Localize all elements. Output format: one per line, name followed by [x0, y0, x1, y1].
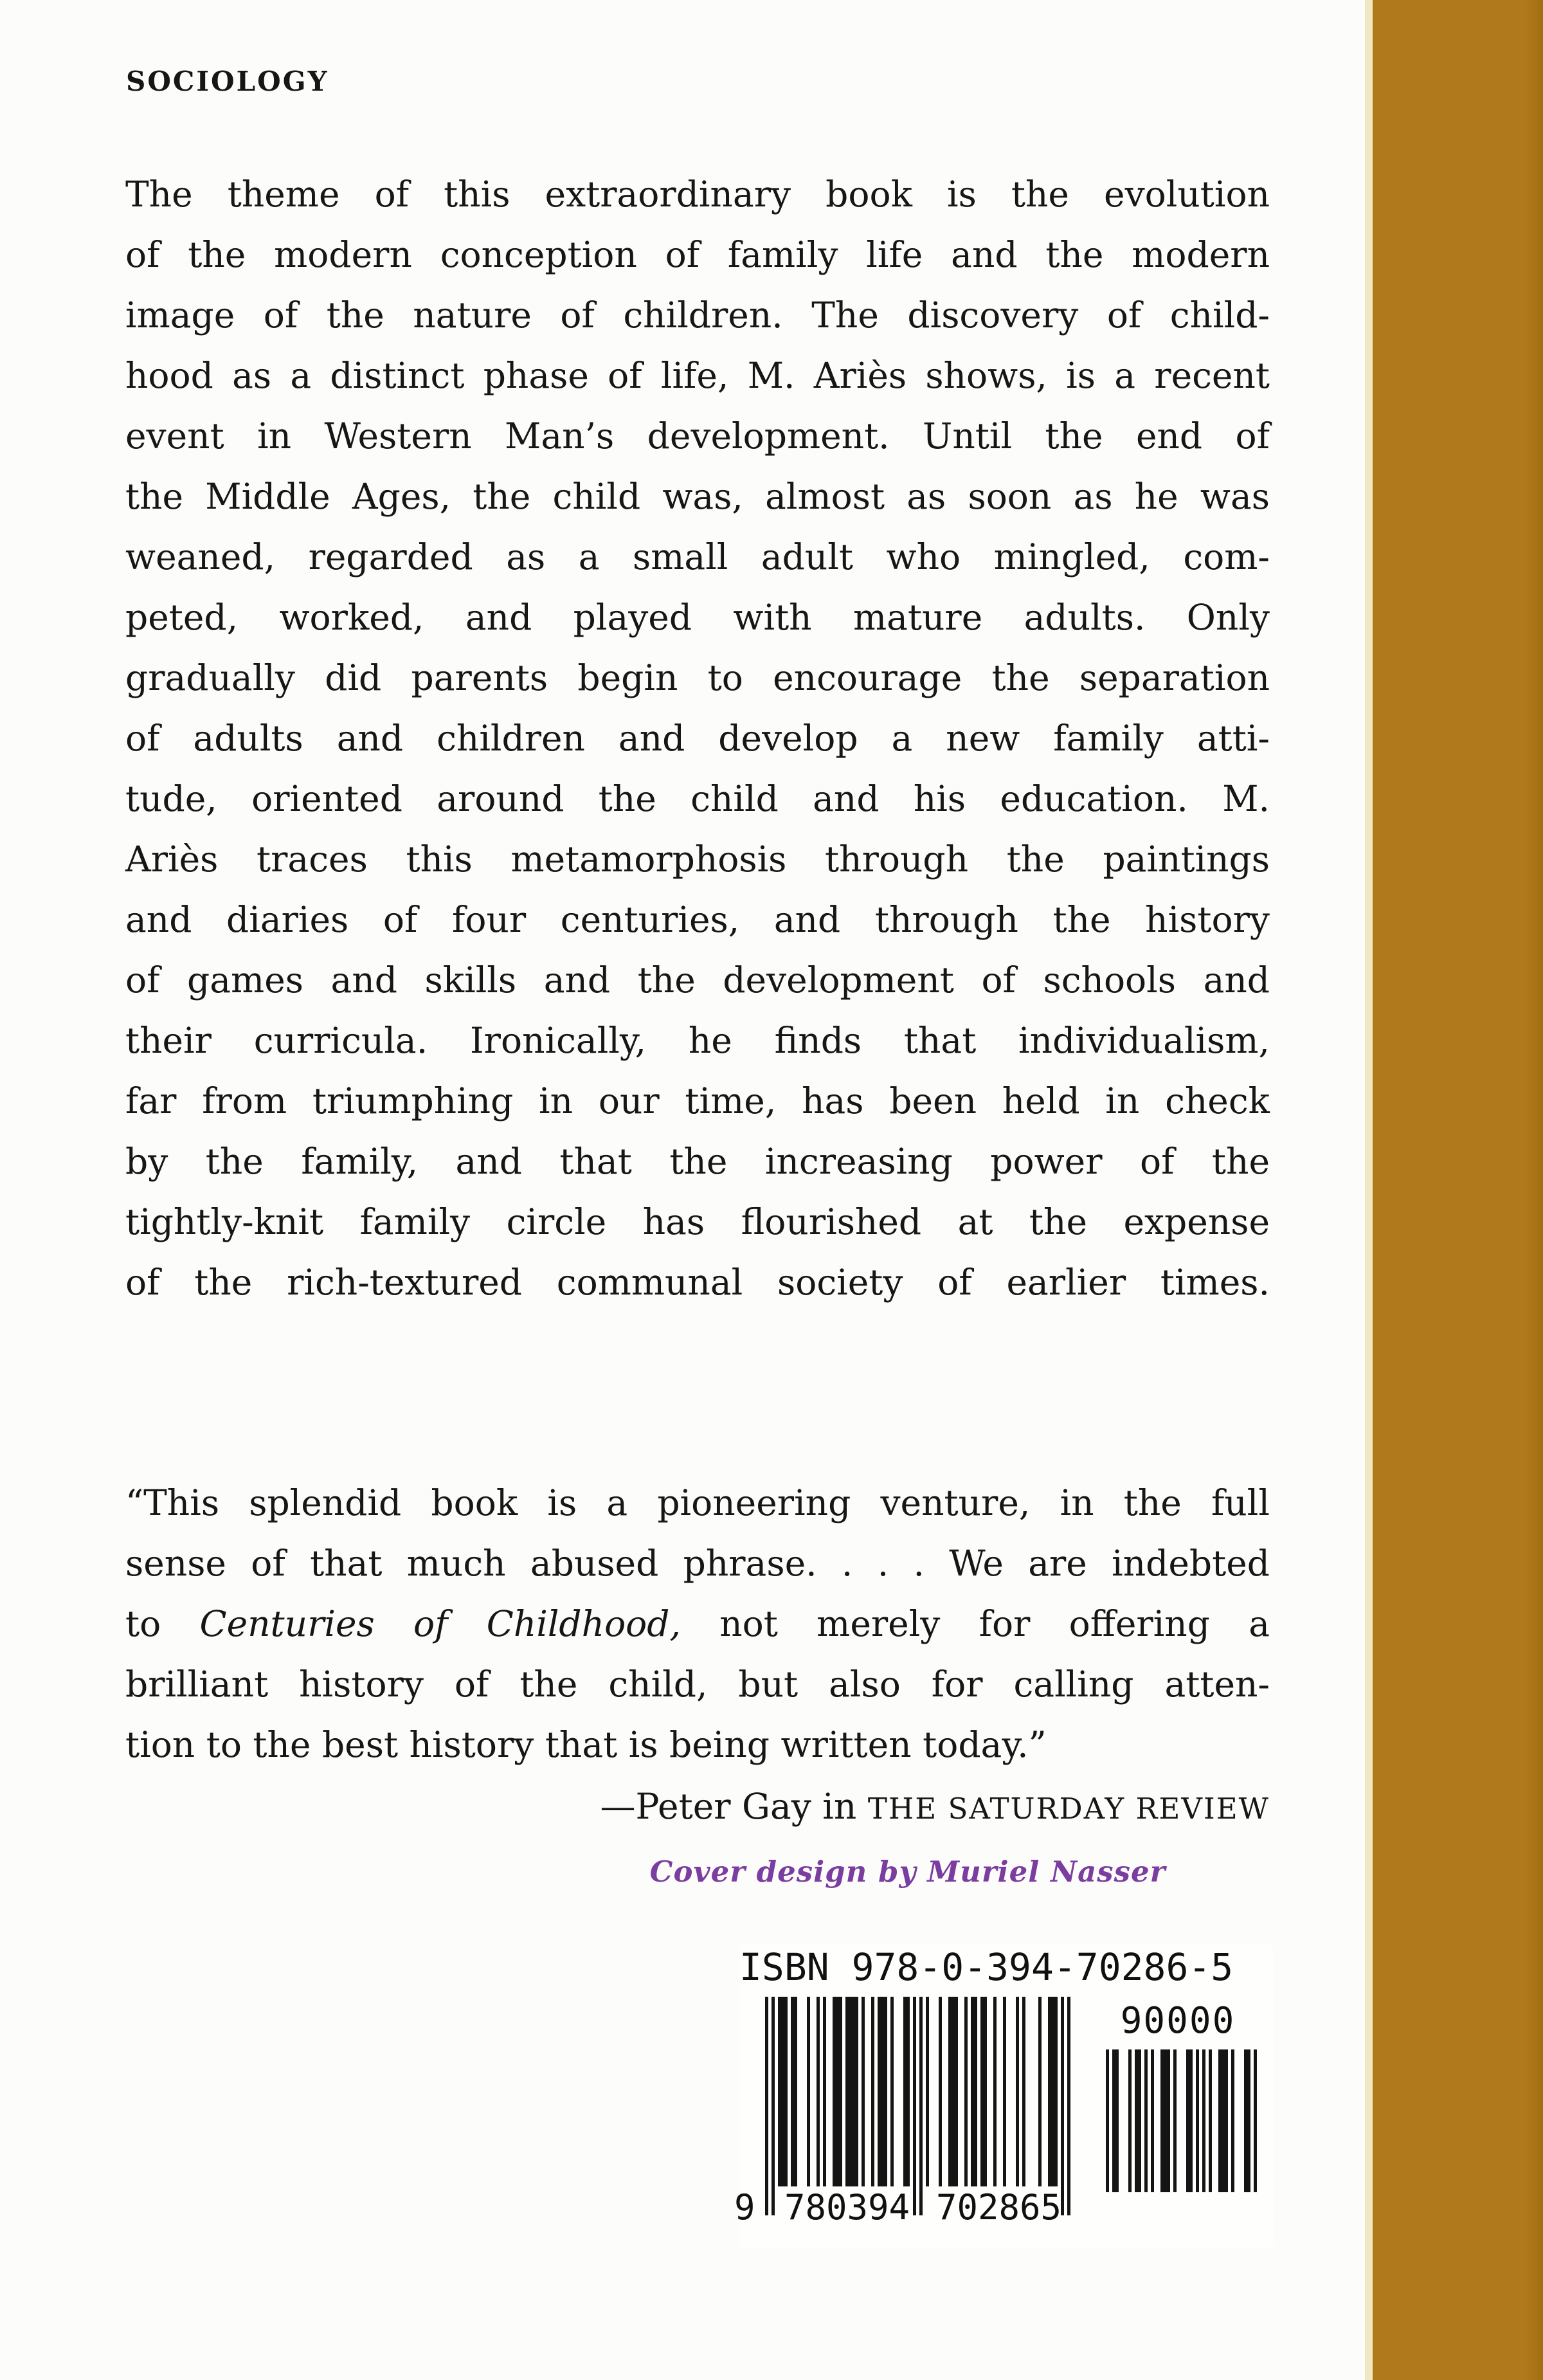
- synopsis-line: hood as a distinct phase of life, M. Ariès shows, is a recent: [125, 355, 1270, 396]
- barcode-digits: [734, 2187, 1070, 2228]
- synopsis-line: and diaries of four centuries, and through the history: [125, 899, 1270, 940]
- synopsis-line: of adults and children and develop a new family atti-: [125, 718, 1270, 759]
- synopsis-line: gradually did parents begin to encourage the separation: [125, 657, 1270, 698]
- synopsis-line: far from triumphing in our time, has been held in check: [125, 1080, 1270, 1122]
- synopsis-line: weaned, regarded as a small adult who mingled, com-: [125, 536, 1270, 577]
- bar: [1254, 2049, 1257, 2192]
- spine-stripe: [1365, 0, 1543, 2380]
- bar: [1067, 1997, 1070, 2215]
- ean13-barcode: [765, 1997, 1070, 2215]
- synopsis-line: of games and skills and the development of schools and: [125, 959, 1270, 1001]
- addon-wrap: [1101, 2000, 1261, 2192]
- synopsis-line: tude, oriented around the child and his education. M.: [125, 778, 1270, 819]
- quote-line: “This splendid book is a pioneering venture, in the full: [125, 1482, 1270, 1523]
- synopsis-line: Ariès traces this metamorphosis through the paintings: [125, 839, 1270, 880]
- quote-line: tion to the best history that is being written today.”: [125, 1724, 1047, 1765]
- barcode-digit-9: 9: [734, 2187, 755, 2228]
- synopsis-line: tightly-knit family circle has flourished at the expense: [125, 1201, 1270, 1242]
- quote-line: brilliant history of the child, but also for calling atten-: [125, 1664, 1270, 1705]
- synopsis-line: The theme of this extraordinary book is the evolution: [125, 174, 1270, 215]
- isbn-label: ISBN 978-0-394-70286-5: [739, 1945, 1234, 1989]
- quote-line: sense of that much abused phrase. . . . We are indebted: [125, 1543, 1270, 1584]
- quote-line: to Centuries of Childhood, not merely for offering a: [125, 1603, 1270, 1644]
- synopsis-line: event in Western Man’s development. Until the end of: [125, 415, 1270, 457]
- synopsis-paragraph: [125, 164, 1270, 1313]
- addon-code-label: 90000: [1120, 2000, 1236, 2042]
- isbn-barcode-block: [734, 1945, 1273, 2248]
- synopsis-line: peted, worked, and played with mature adults. Only: [125, 597, 1270, 638]
- synopsis-line: their curricula. Ironically, he finds that individualism,: [125, 1020, 1270, 1061]
- synopsis-line: the Middle Ages, the child was, almost as soon as he was: [125, 476, 1270, 517]
- synopsis-line: of the modern conception of family life and the modern: [125, 234, 1270, 275]
- attribution-line: —Peter Gay in THE SATURDAY REVIEW: [600, 1786, 1270, 1827]
- synopsis-line: image of the nature of children. The discovery of child-: [125, 295, 1270, 336]
- quote-attribution: [125, 1776, 1270, 1839]
- barcode-digits-group1: 780394: [784, 2187, 910, 2228]
- addon-barcode: [1103, 2049, 1261, 2192]
- synopsis-line: of the rich-textured communal society of earlier times.: [125, 1262, 1270, 1303]
- review-quote: [125, 1473, 1270, 1775]
- barcode-digits-group2: 702865: [936, 2187, 1062, 2228]
- category-label: SOCIOLOGY: [126, 66, 329, 97]
- cover-design-credit: Cover design by Muriel Nasser: [649, 1855, 1166, 1889]
- synopsis-line: by the family, and that the increasing power of the: [125, 1141, 1270, 1182]
